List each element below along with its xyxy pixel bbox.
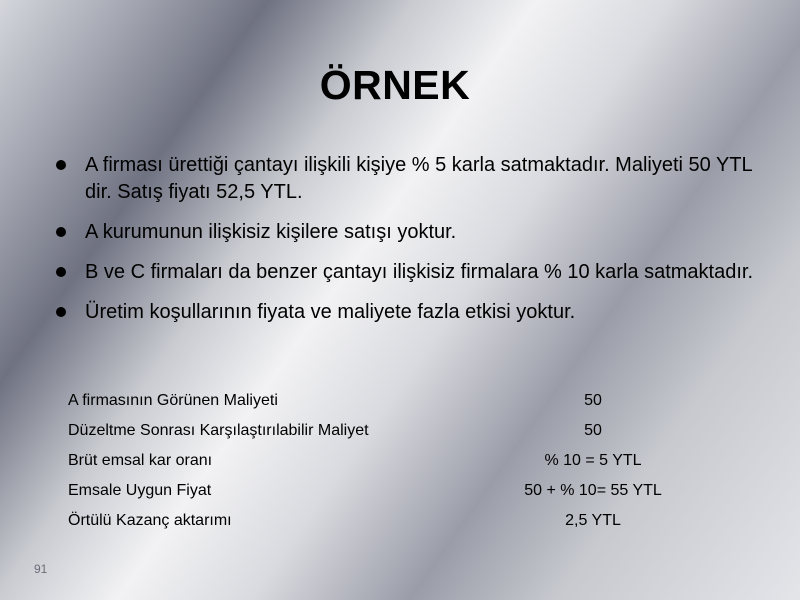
row-label: Örtülü Kazanç aktarımı — [68, 512, 232, 529]
row-value: % 10 = 5 YTL — [544, 452, 642, 469]
bullet-item — [52, 259, 772, 286]
bullet-list — [52, 152, 772, 339]
row-label: Brüt emsal kar oranı — [68, 452, 213, 469]
bullet-text: Üretim koşullarının fiyata ve maliyete fazla etkisi yoktur. — [85, 301, 576, 323]
bullet-text: A kurumunun ilişkisiz kişilere satışı yoktur. — [85, 221, 457, 243]
row-label: Emsale Uygun Fiyat — [68, 482, 212, 499]
row-label: A firmasının Görünen Maliyeti — [68, 392, 278, 409]
slide-title: ÖRNEK — [319, 62, 471, 108]
row-value: 50 — [584, 422, 602, 439]
bullet-dot-icon — [56, 227, 66, 237]
table-row — [60, 416, 690, 446]
row-value: 2,5 YTL — [565, 512, 621, 529]
bullet-item — [52, 152, 772, 206]
page-number: 91 — [34, 562, 48, 576]
row-value: 50 + % 10= 55 YTL — [524, 482, 662, 499]
bullet-item — [52, 299, 772, 326]
bullet-item — [52, 219, 772, 246]
table-row — [60, 476, 690, 506]
row-label: Düzeltme Sonrası Karşılaştırılabilir Maliyet — [68, 422, 369, 439]
table-row — [60, 506, 690, 536]
bullet-text: A firması ürettiği çantayı ilişkili kişiye % 5 karla satmaktadır. Maliyeti 50 YTL dir. Satış fiyatı 52,5 YTL. — [85, 154, 752, 203]
cost-table — [60, 386, 690, 536]
bullet-dot-icon — [56, 307, 66, 317]
bullet-dot-icon — [56, 160, 66, 170]
table-row — [60, 386, 690, 416]
bullet-text: B ve C firmaları da benzer çantayı ilişkisiz firmalara % 10 karla satmaktadır. — [85, 261, 754, 283]
table-row — [60, 446, 690, 476]
bullet-dot-icon — [56, 267, 66, 277]
row-value: 50 — [584, 392, 602, 409]
